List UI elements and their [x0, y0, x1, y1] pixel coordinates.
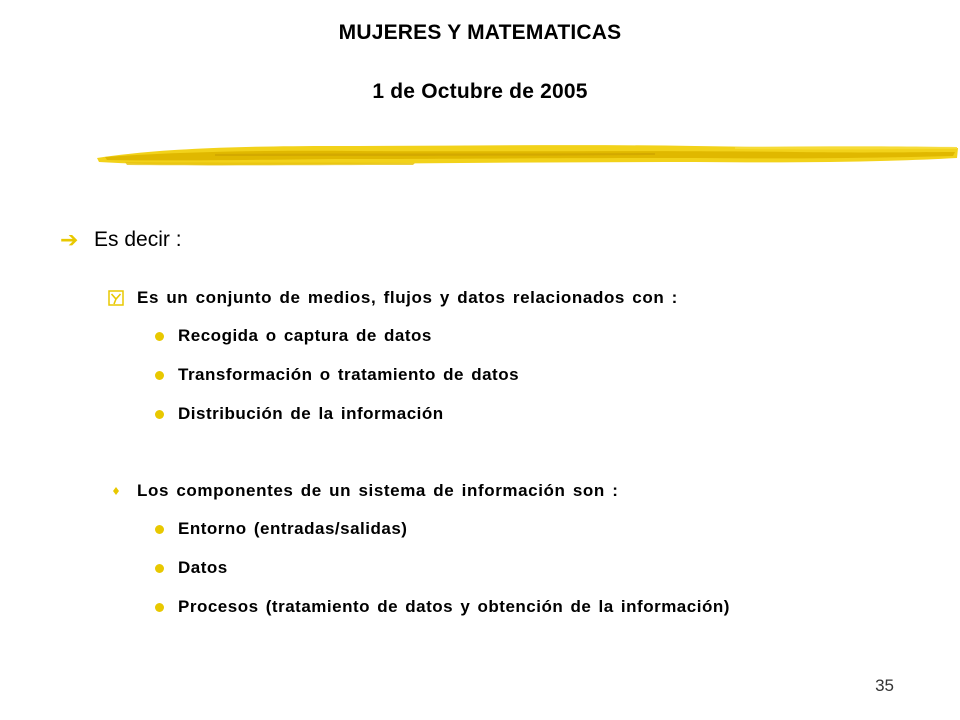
- section1-heading: [108, 288, 678, 308]
- dot-bullet-icon: [155, 371, 164, 380]
- section2-text: Los componentes de un sistema de información son :: [137, 481, 619, 500]
- list-item: [155, 557, 778, 579]
- list-item: [155, 325, 778, 347]
- list-item-text: Transformación o tratamiento de datos: [178, 365, 520, 384]
- diamond-icon: [108, 483, 124, 499]
- dot-bullet-icon: [155, 410, 164, 419]
- list-item: [155, 364, 778, 386]
- section1-text: Es un conjunto de medios, flujos y datos relacionados con :: [137, 288, 678, 307]
- level1-bullet-item: [60, 225, 182, 255]
- list-item-text: Datos: [178, 558, 228, 577]
- brush-stroke-divider: [95, 132, 960, 180]
- list-item: [155, 596, 778, 618]
- page-number: 35: [875, 676, 894, 695]
- list-item-text: Recogida o captura de datos: [178, 326, 432, 345]
- list-item: [155, 403, 778, 425]
- arrow-right-icon: ➔: [60, 227, 79, 252]
- dot-bullet-icon: [155, 525, 164, 534]
- slide-title: MUJERES Y MATEMATICAS: [338, 21, 622, 44]
- list-item-text: Procesos (tratamiento de datos y obtención de la información): [178, 597, 730, 616]
- dot-bullet-icon: [155, 603, 164, 612]
- checkbox-icon: [108, 290, 124, 306]
- slide-date: 1 de Octubre de 2005: [372, 80, 588, 103]
- list-item-text: Entorno (entradas/salidas): [178, 519, 408, 538]
- list-item-text: Distribución de la información: [178, 404, 444, 423]
- dot-bullet-icon: [155, 332, 164, 341]
- level1-text: Es decir :: [94, 228, 182, 251]
- section2-heading: [108, 481, 618, 501]
- dot-bullet-icon: [155, 564, 164, 573]
- list-item: [155, 518, 778, 540]
